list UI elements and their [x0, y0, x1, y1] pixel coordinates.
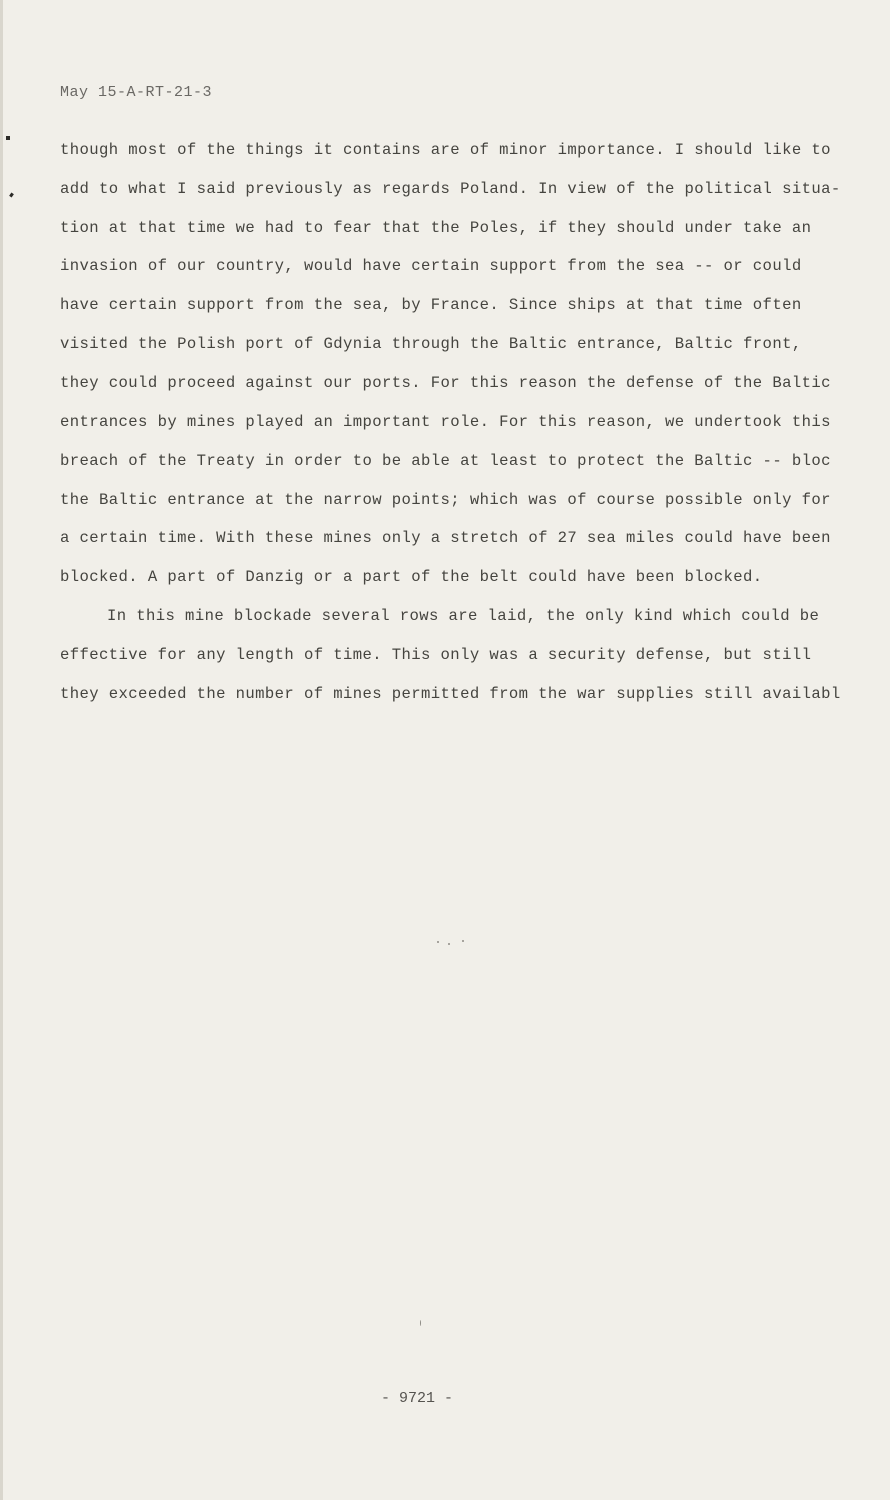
body-line: have certain support from the sea, by France. Since ships at that time often: [60, 296, 802, 314]
margin-mark-bottom: [9, 193, 14, 198]
margin-mark-top: [6, 136, 10, 140]
body-line: add to what I said previously as regards Poland. In view of the political situa-: [60, 180, 841, 198]
paper-speck: [462, 940, 464, 942]
body-line: breach of the Treaty in order to be able at least to protect the Baltic -- bloc: [60, 452, 831, 470]
body-line: In this mine blockade several rows are laid, the only kind which could be: [107, 607, 820, 625]
page-number: - 9721 -: [380, 1390, 453, 1407]
body-line: effective for any length of time. This only was a security defense, but still: [60, 646, 812, 664]
body-line: visited the Polish port of Gdynia through the Baltic entrance, Baltic front,: [60, 335, 802, 353]
document-reference: May 15-A-RT-21-3: [60, 84, 213, 101]
body-line: invasion of our country, would have certain support from the sea -- or could: [60, 257, 802, 275]
body-line: they exceeded the number of mines permitted from the war supplies still availabl: [60, 685, 841, 703]
paper-speck: [448, 943, 450, 945]
paper-speck: [437, 941, 439, 943]
body-line: entrances by mines played an important role. For this reason, we undertook this: [60, 413, 831, 431]
paper-speck: [420, 1320, 421, 1326]
body-line: a certain time. With these mines only a stretch of 27 sea miles could have been: [60, 529, 831, 547]
page-edge-shadow: [0, 0, 3, 1500]
body-line: they could proceed against our ports. For this reason the defense of the Baltic: [60, 374, 831, 392]
body-line: blocked. A part of Danzig or a part of the belt could have been blocked.: [60, 568, 763, 586]
body-line: the Baltic entrance at the narrow points; which was of course possible only for: [60, 491, 831, 509]
body-line: tion at that time we had to fear that the Poles, if they should under take an: [60, 219, 812, 237]
body-line: though most of the things it contains are of minor importance. I should like to: [60, 141, 831, 159]
